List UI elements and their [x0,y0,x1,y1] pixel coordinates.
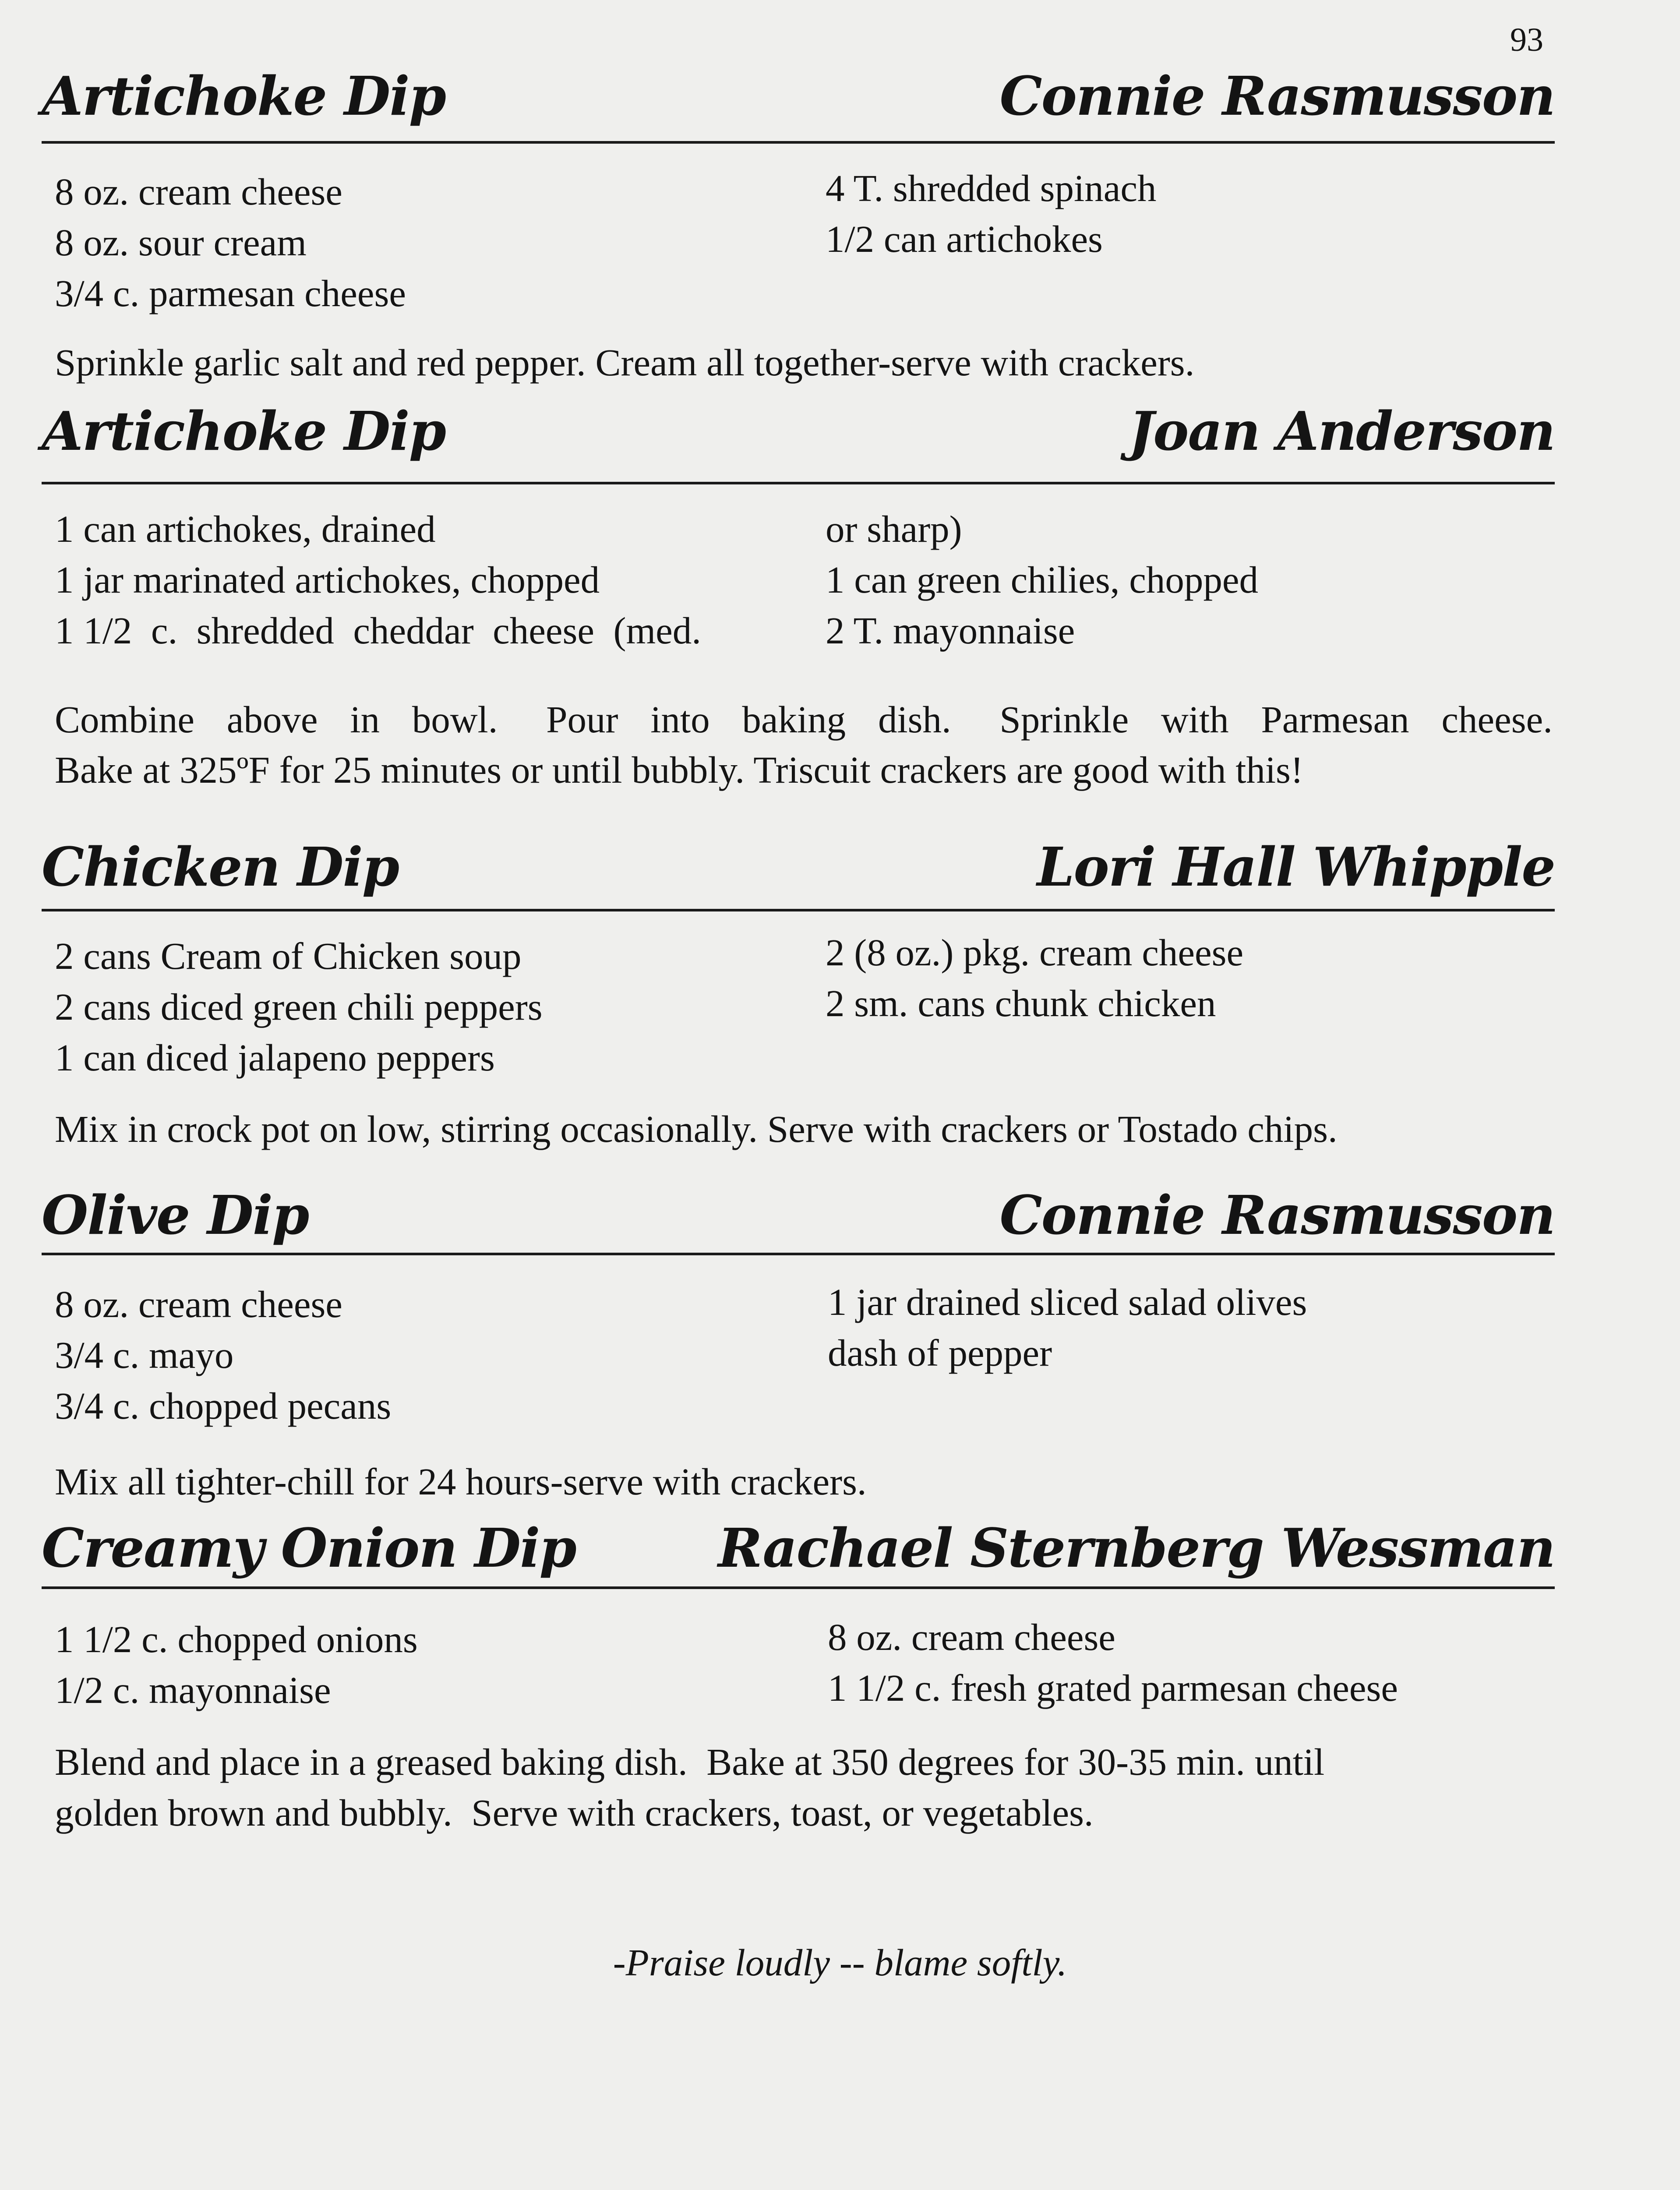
recipe-header [42,64,1555,134]
ingredient: 1/2 can artichokes [826,218,1103,260]
recipe-instructions [55,694,1553,745]
recipe-author: Connie Rasmusson [999,1183,1555,1247]
ingredient: 8 oz. cream cheese [55,170,342,213]
recipe-instructions [55,1104,1553,1155]
ingredients-right [826,163,1156,265]
ingredient: 8 oz. cream cheese [828,1616,1115,1658]
ingredient: 2 T. mayonnaise [826,609,1075,652]
ingredient: 8 oz. cream cheese [55,1283,342,1325]
recipe-author: Lori Hall Whipple [1037,835,1555,898]
recipe-title: Chicken Dip [42,835,399,898]
recipe-instructions [55,1456,1553,1507]
ingredient: 1 can green chilies, chopped [826,558,1259,601]
ingredients-left [55,931,543,1083]
ingredients-right [826,504,1258,656]
recipe-header [42,1516,1555,1586]
ingredient: 1 1/2 c. chopped onions [55,1618,418,1660]
ingredient: 8 oz. sour cream [55,221,307,264]
ingredients-left [55,1279,391,1431]
ingredients-left [55,504,701,656]
ingredient: 1 1/2 c. fresh grated parmesan cheese [828,1667,1398,1709]
ingredient: 2 cans Cream of Chicken soup [55,935,522,977]
recipe-header [42,1183,1555,1253]
ingredient: 1 can artichokes, drained [55,508,436,550]
recipe-title: Olive Dip [42,1183,309,1247]
ingredients-left [55,166,406,319]
ingredient: dash of pepper [828,1332,1052,1374]
recipe-author: Connie Rasmusson [999,64,1555,127]
ingredient: or sharp) [826,508,962,550]
page-number: 93 [1510,21,1543,58]
ingredient: 1/2 c. mayonnaise [55,1669,331,1711]
title-divider [42,141,1555,144]
instruction-line: Sprinkle garlic salt and red pepper. Cream all together-serve with crackers. [55,341,1195,384]
recipe-instructions [55,1737,1553,1838]
ingredient: 3/4 c. mayo [55,1334,234,1376]
ingredients-right [828,1277,1307,1378]
ingredients-right [828,1612,1398,1713]
ingredient: 1 can diced jalapeno peppers [55,1036,495,1079]
ingredient: 3/4 c. chopped pecans [55,1385,392,1427]
title-divider [42,909,1555,911]
ingredient: 1 jar marinated artichokes, chopped [55,558,600,601]
title-divider [42,482,1555,484]
instruction-line: golden brown and bubbly. Serve with crackers, toast, or vegetables. [55,1791,1094,1834]
title-divider [42,1253,1555,1255]
recipe-instructions [55,745,1553,795]
instruction-line: Blend and place in a greased baking dish. Bake at 350 degrees for 30-35 min. until [55,1741,1325,1783]
ingredient: 2 (8 oz.) pkg. cream cheese [826,931,1244,974]
ingredient: 3/4 c. parmesan cheese [55,272,406,314]
instruction-line: Mix in crock pot on low, stirring occasionally. Serve with crackers or Tostado chips. [55,1108,1338,1150]
instruction-line: Combine above in bowl. Pour into baking dish. Sprinkle with Parmesan cheese. [55,698,1553,741]
title-divider [42,1586,1555,1589]
recipe-title: Artichoke Dip [42,64,446,127]
instruction-line: Bake at 325ºF for 25 minutes or until bubbly. Triscuit crackers are good with this! [55,749,1303,791]
instruction-line: Mix all tighter-chill for 24 hours-serve with crackers. [55,1460,867,1503]
ingredient: 2 cans diced green chili peppers [55,986,543,1028]
footer-quote: -Praise loudly -- blame softly. [613,1941,1067,1984]
recipe-title: Creamy Onion Dip [42,1516,576,1579]
recipe-author: Rachael Sternberg Wessman [718,1516,1555,1579]
ingredients-left [55,1614,418,1716]
ingredient: 1 jar drained sliced salad olives [828,1281,1307,1323]
ingredient: 2 sm. cans chunk chicken [826,982,1216,1024]
ingredient: 1 1/2 c. shredded cheddar cheese (med. [55,609,701,652]
ingredient: 4 T. shredded spinach [826,167,1157,209]
recipe-instructions [55,337,1553,388]
recipe-header [42,399,1555,469]
recipe-title: Artichoke Dip [42,399,446,463]
recipe-author: Joan Anderson [1129,399,1555,463]
ingredients-right [826,927,1243,1029]
recipe-header [42,835,1555,904]
